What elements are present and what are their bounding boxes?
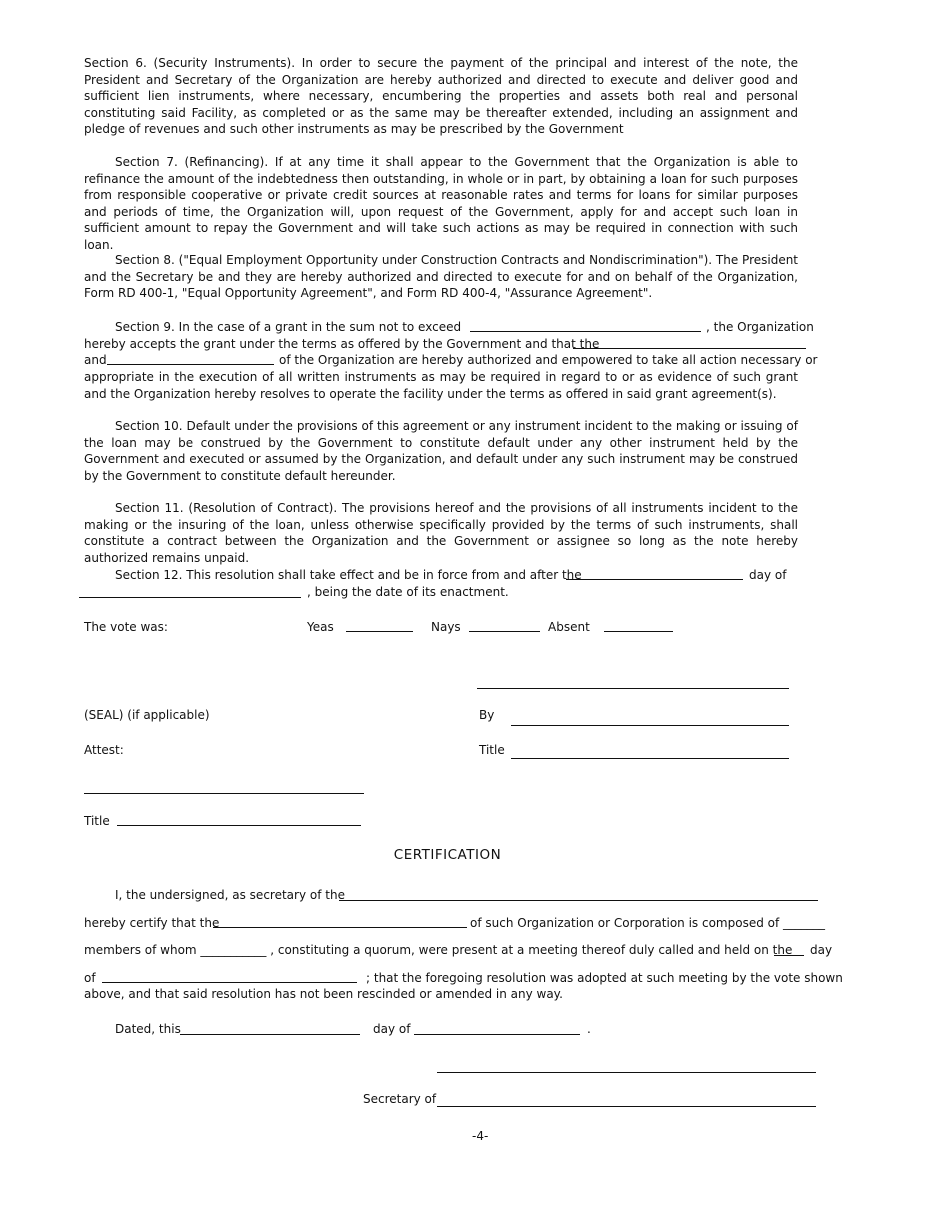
meeting-month-field[interactable] [102,982,357,983]
officer-2-field[interactable] [107,364,274,365]
section-8 [84,252,798,302]
effective-month-field[interactable] [79,597,301,598]
section-7-text: Section 7. (Refinancing). If at any time it shall appear to the Government that the Organization is able to refinance the amount of the indebtedness then outstanding, in whole or in part, by obtaining a loan for such purposes from responsible cooperative or private credit sources at reasonable rates and terms for loans for similar purposes and periods of time, the Organization will, upon request of the Government, apply for and accept such loan in sufficient amount to repay the Government and will take such actions as may be required in connection with such loan. [84,155,798,252]
title-field-right[interactable] [511,758,789,759]
secretary-signature-field[interactable] [437,1072,816,1073]
section-6: Section 6. (Security Instruments). In order to secure the payment of the principal and interest of the note, the President and Secretary of the Organization are hereby authorized and directed to execute and deliver good and sufficient lien instruments, where necessary, encumbering the properties and assets both real and personal constituting said Facility, as completed or as the same may be thereafter extended, including an assignment and pledge of revenues and such other instruments as may be prescribed by the Government [84,56,798,136]
attest-label: Attest: [84,743,124,757]
section-9-authorized: of the Organization are hereby authorized and empowered to take all action necessary or [279,353,818,367]
section-7 [84,154,798,253]
nays-field[interactable] [469,631,540,632]
section-11 [84,500,798,566]
secretary-of-label: Secretary of [363,1092,437,1106]
section-9-accepts: hereby accepts the grant under the terms as offered by the Government and that the [84,337,600,351]
vote-label: The vote was: [84,620,168,634]
section-10 [84,418,798,484]
cert-line-4b: ; that the foregoing resolution was adopted at such meeting by the vote shown [366,971,843,985]
attest-signature-field[interactable] [84,793,364,794]
section-10-text: Section 10. Default under the provisions of this agreement or any instrument incident to the making or issuing of the loan may be construed by the Government to constitute default under any other instrument held by the Government and executed or assumed by the Organization, and default under any such instrument may be construed by the Government to constitute default hereunder. [84,419,798,483]
absent-field[interactable] [604,631,673,632]
title-label-right: Title [479,743,505,757]
title-label-left: Title [84,814,110,828]
officer-1-field[interactable] [573,348,806,349]
dated-day-field[interactable] [180,1034,360,1035]
title-field-left[interactable] [117,825,361,826]
yeas-field[interactable] [346,631,413,632]
secretary-of-field[interactable] [437,1106,816,1107]
section-8-text: Section 8. ("Equal Employment Opportunity under Construction Contracts and Nondiscrimination"). The President and the Secretary be and they are hereby authorized and directed to execute for and on behalf of the Organization, Form RD 400-1, "Equal Opportunity Agreement", and Form RD 400-4, "Assurance Agreement". [84,253,799,300]
cert-line-3b: day [810,943,833,957]
meeting-day-field[interactable] [774,955,804,956]
effective-date-field[interactable] [566,579,743,580]
organization-field[interactable] [339,900,818,901]
by-signature-field[interactable] [511,725,789,726]
by-label: By [479,708,495,722]
cert-line-2b: of such Organization or Corporation is composed of _______ [470,916,826,930]
seal-label: (SEAL) (if applicable) [84,708,210,722]
section-9-intro: Section 9. In the case of a grant in the sum not to exceed [115,320,462,334]
certification-heading: CERTIFICATION [393,847,502,863]
section-9-org: , the Organization [706,320,814,334]
section-12-dayof: day of [749,568,787,582]
cert-line-4a: of [84,971,96,985]
cert-line-2a: hereby certify that the [84,916,220,930]
grant-amount-field[interactable] [470,331,701,332]
organization-name-field[interactable] [477,688,789,689]
dated-label: Dated, this [115,1022,181,1036]
cert-line-3a: members of whom ___________ , constituting a quorum, were present at a meeting thereof duly called and held on the [84,943,793,957]
section-11-text: Section 11. (Resolution of Contract). The provisions hereof and the provisions of all instruments incident to the making or the insuring of the loan, unless otherwise specifically provided by the terms of such instruments, shall constitute a contract between the Organization and the Government or assignee so long as the note hereby authorized remains unpaid. [84,501,798,565]
page-number: -4- [472,1129,489,1143]
section-9-rest: appropriate in the execution of all written instruments as may be required in regard to or as evidence of such grant and the Organization hereby resolves to operate the facility under the terms as offered in said grant agreement(s). [84,370,798,401]
yeas-label: Yeas [307,620,334,634]
nays-label: Nays [431,620,461,634]
section-12-enactment: , being the date of its enactment. [307,585,509,599]
governing-body-field[interactable] [213,927,467,928]
dated-period: . [587,1022,591,1036]
cert-line-1: I, the undersigned, as secretary of the [115,888,345,902]
section-12-intro: Section 12. This resolution shall take effect and be in force from and after the [115,568,582,582]
absent-label: Absent [548,620,590,634]
cert-line-5: above, and that said resolution has not been rescinded or amended in any way. [84,987,563,1001]
dayof-label: day of [373,1022,411,1036]
section-9-and: and [84,353,107,367]
dated-month-field[interactable] [414,1034,580,1035]
